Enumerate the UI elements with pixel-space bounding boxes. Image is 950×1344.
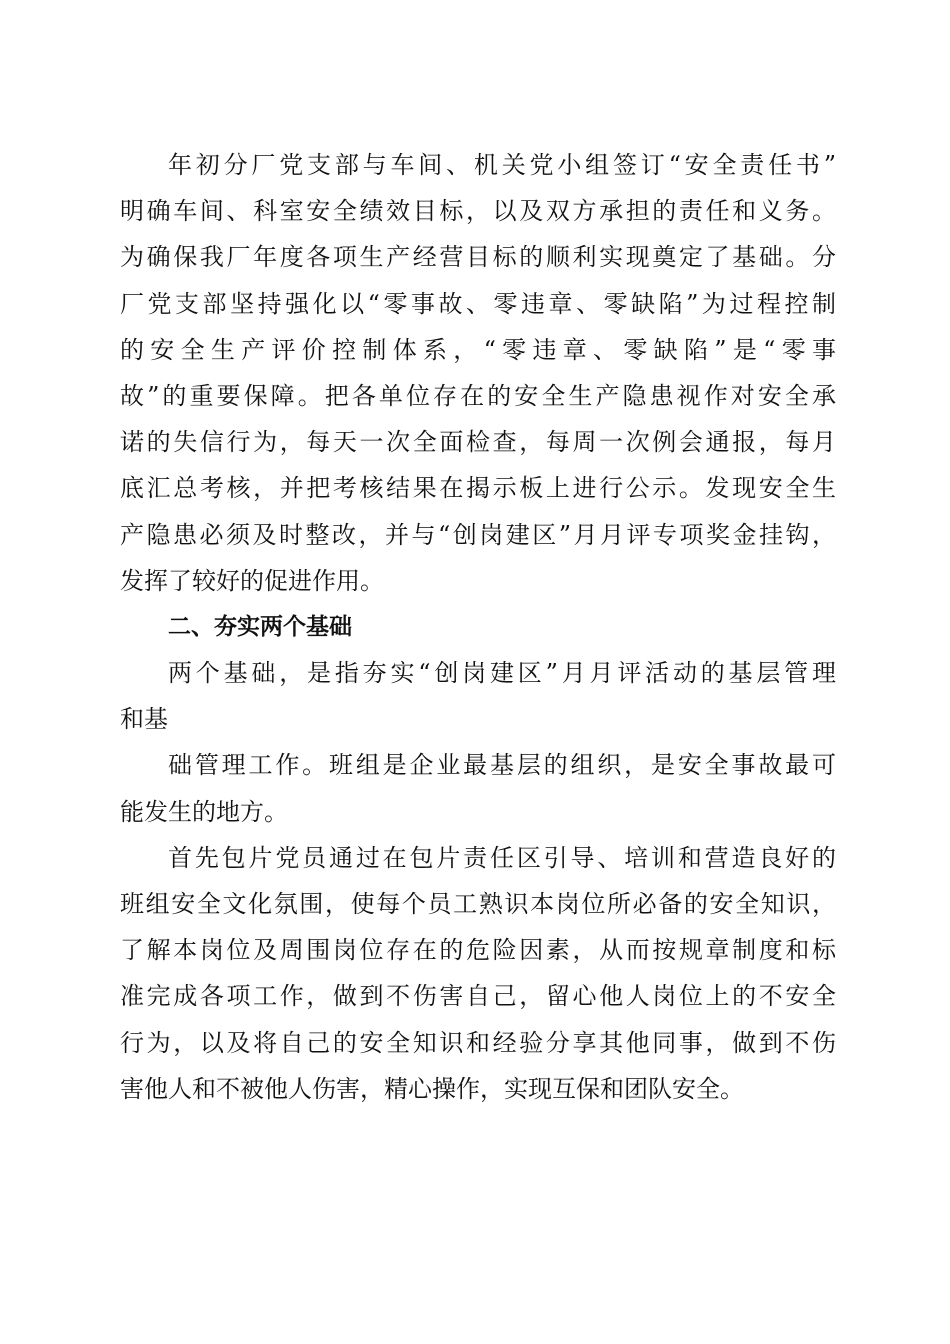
paragraph-1-line-9: 产隐患必须及时整改，并与“创岗建区”月月评专项奖金挂钩， (120, 520, 836, 549)
paragraph-4-line-3: 了解本岗位及周围岗位存在的危险因素，从而按规章制度和标 (120, 936, 836, 965)
paragraph-3-line-1: 础管理工作。班组是企业最基层的组织，是安全事故最可 (168, 751, 836, 780)
paragraph-4-line-4: 准完成各项工作，做到不伤害自己，留心他人岗位上的不安全 (120, 982, 836, 1011)
paragraph-1-line-10: 发挥了较好的促进作用。 (120, 566, 384, 595)
paragraph-4-line-5: 行为，以及将自己的安全知识和经验分享其他同事，做到不伤 (120, 1028, 836, 1057)
paragraph-4-line-2: 班组安全文化氛围，使每个员工熟识本岗位所必备的安全知识， (120, 890, 836, 918)
paragraph-2-line-2: 和基 (120, 705, 168, 734)
paragraph-1-line-1: 年初分厂党支部与车间、机关党小组签订“安全责任书” (168, 151, 836, 179)
paragraph-1-line-4: 厂党支部坚持强化以“零事故、零违章、零缺陷”为过程控制 (120, 289, 836, 318)
paragraph-4-line-1: 首先包片党员通过在包片责任区引导、培训和营造良好的 (168, 843, 836, 872)
section-heading: 二、夯实两个基础 (168, 613, 352, 640)
paragraph-4-line-6: 害他人和不被他人伤害，精心操作，实现互保和团队安全。 (120, 1074, 744, 1103)
paragraph-3-line-2: 能发生的地方。 (120, 797, 288, 826)
paragraph-1-line-7: 诺的失信行为，每天一次全面检查，每周一次例会通报，每月 (120, 428, 836, 457)
document-body (120, 142, 836, 1112)
paragraph-1-line-6: 故”的重要保障。把各单位存在的安全生产隐患视作对安全承 (120, 381, 836, 410)
paragraph-1-line-2: 明确车间、科室安全绩效目标，以及双方承担的责任和义务。 (120, 197, 836, 226)
paragraph-1-line-8: 底汇总考核，并把考核结果在揭示板上进行公示。发现安全生 (120, 474, 836, 503)
paragraph-1-line-3: 为确保我厂年度各项生产经营目标的顺利实现奠定了基础。分 (120, 243, 836, 272)
paragraph-1-line-5: 的安全生产评价控制体系，“零违章、零缺陷”是“零事 (120, 335, 836, 364)
paragraph-2-line-1: 两个基础，是指夯实“创岗建区”月月评活动的基层管理 (168, 659, 836, 688)
